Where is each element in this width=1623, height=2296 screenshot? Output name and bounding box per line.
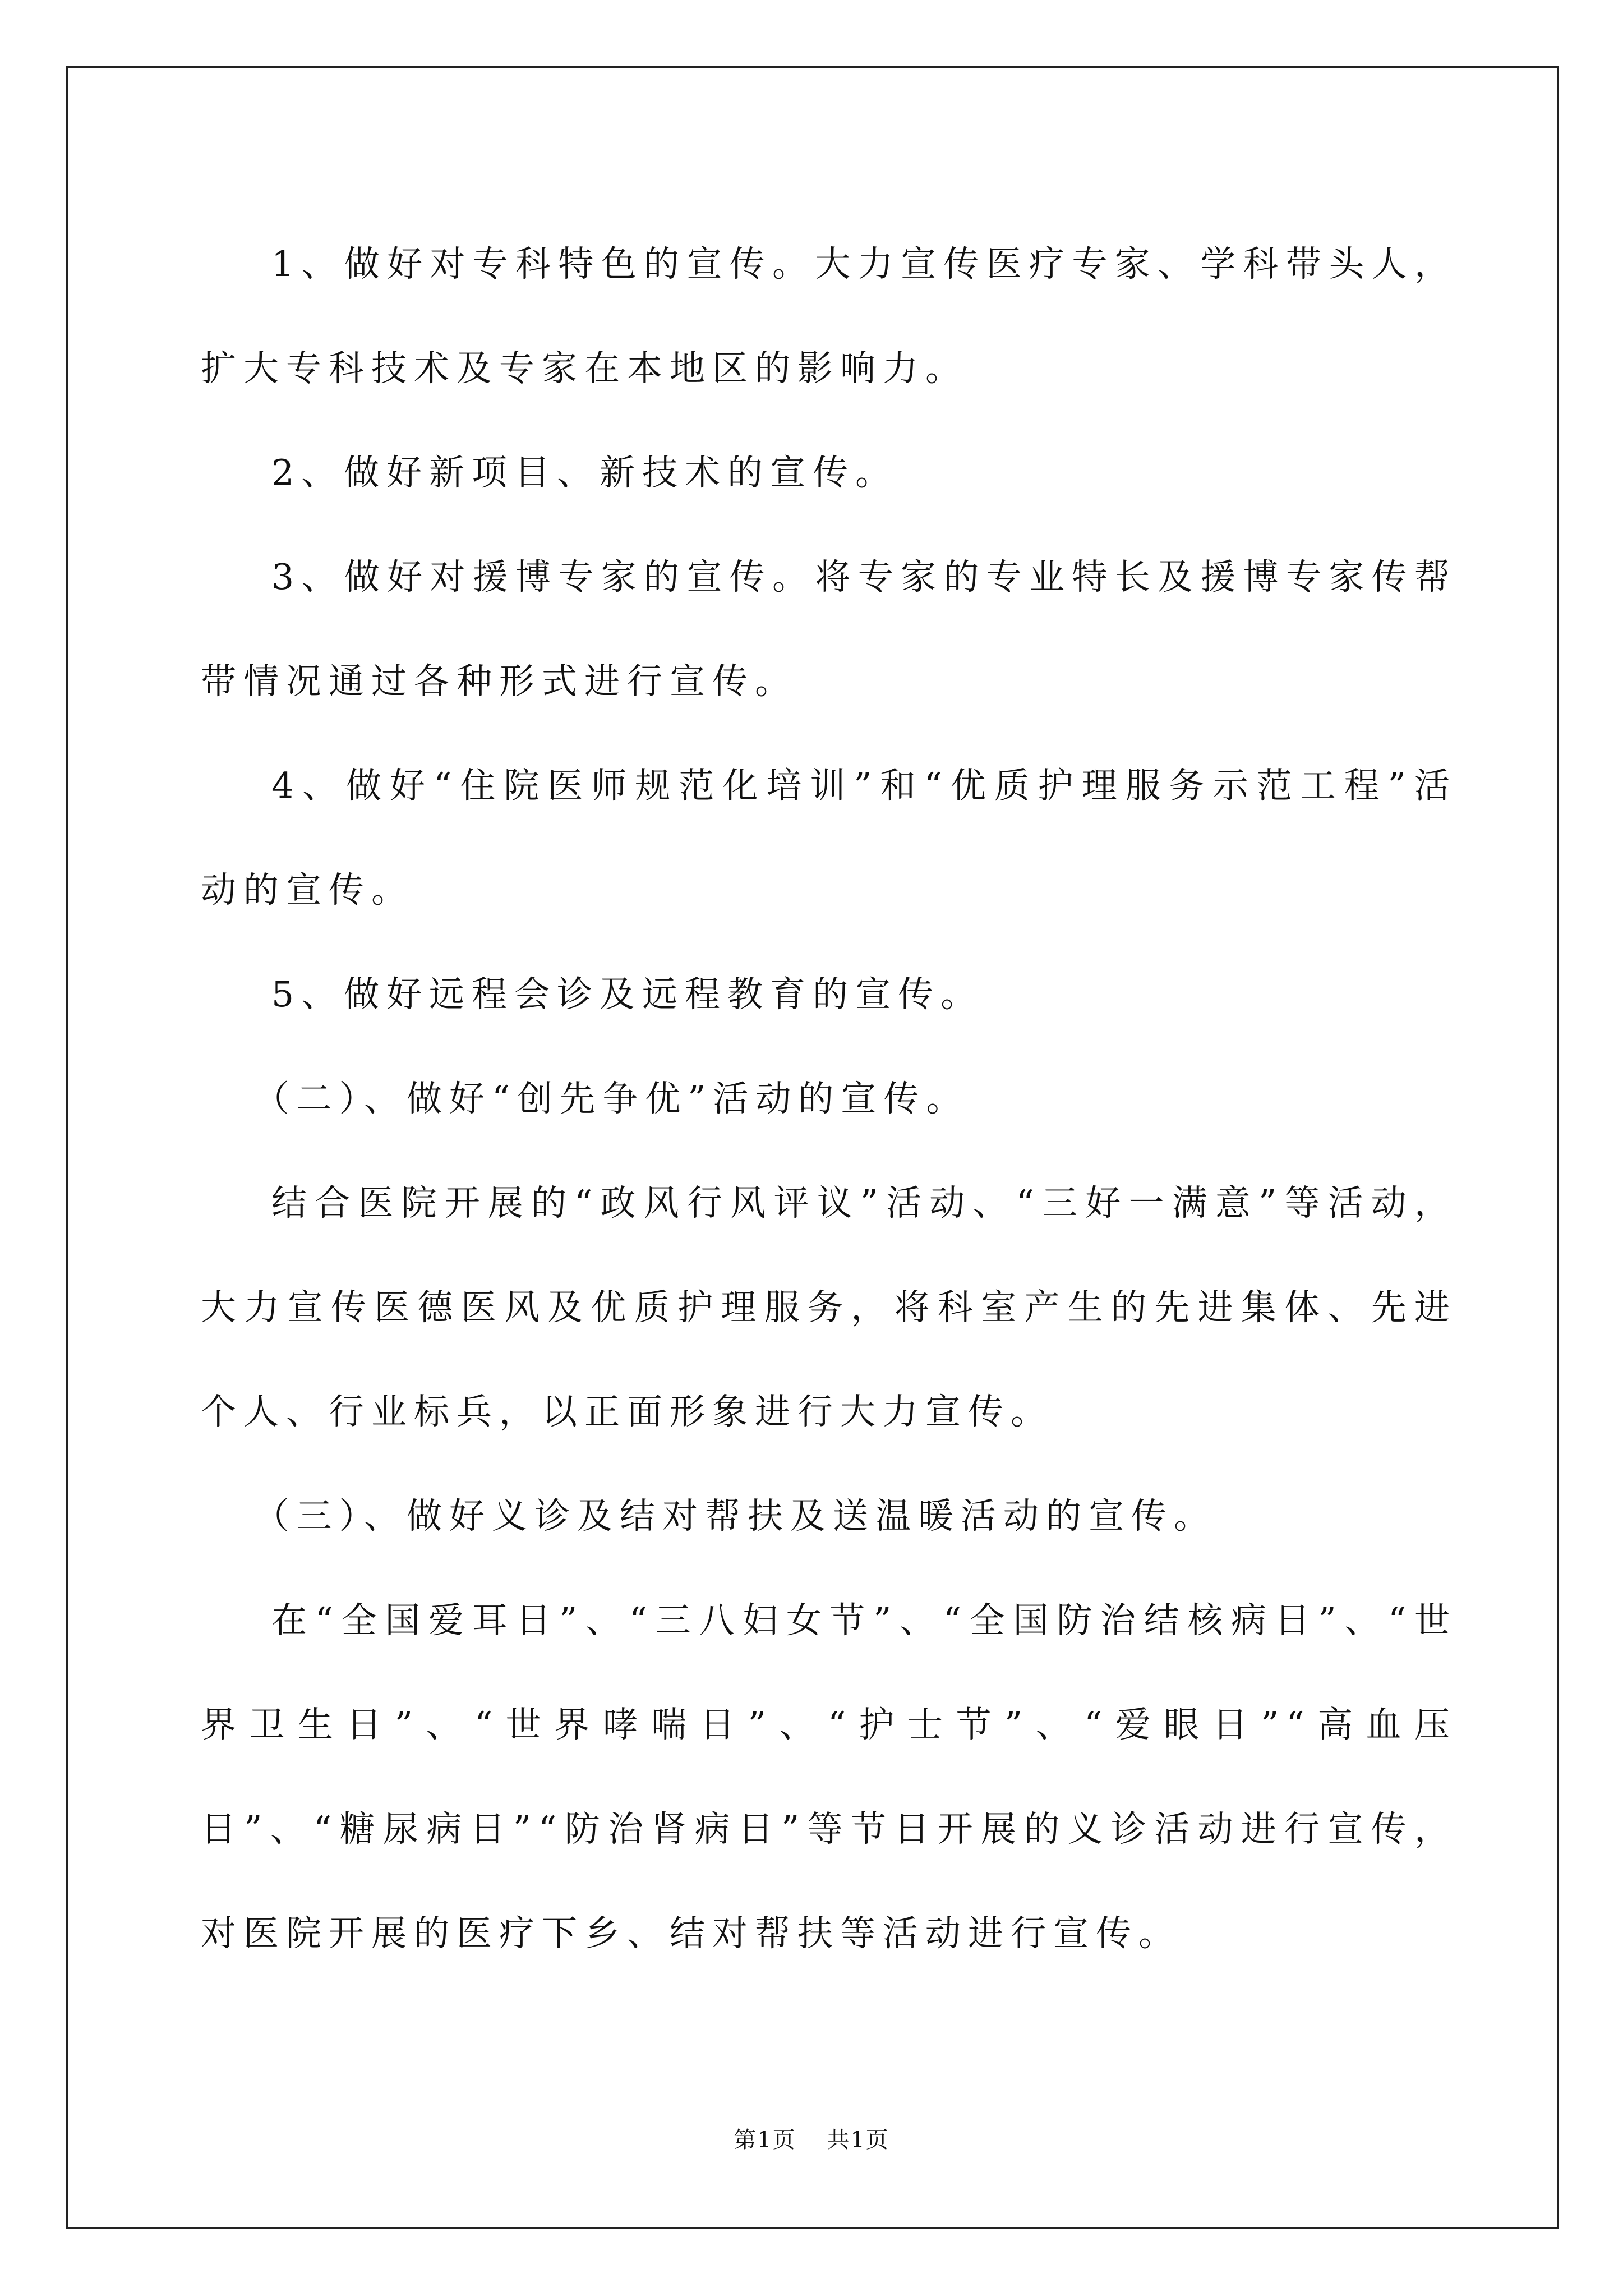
- page-footer: [0, 2122, 1623, 2154]
- paragraph-item-5: 5、做好远程会诊及远程教育的宣传。: [271, 974, 984, 1015]
- paragraph-section-2: 结合医院开展的“政风行风评议”活动、“三好一满意”等活动，大力宣传医德医风及优质护理服务，将科室产生的先进集体、先进个人、行业标兵，以正面形象进行大力宣传。: [201, 1182, 1457, 1432]
- paragraph-item-4: 4、做好“住院医师规范化培训”和“优质护理服务示范工程”活动的宣传。: [201, 765, 1457, 910]
- paragraph-item-1: 1、做好对专科特色的宣传。大力宣传医疗专家、学科带头人，扩大专科技术及专家在本地区的影响力。: [201, 243, 1457, 389]
- document-body: [201, 212, 1457, 1986]
- section-heading-3: （三）、做好义诊及结对帮扶及送温暖活动的宣传。: [253, 1496, 1216, 1536]
- paragraph-item-2: 2、做好新项目、新技术的宣传。: [271, 452, 898, 493]
- page-number: 第1页: [734, 2127, 796, 2153]
- page-total: 共1页: [827, 2127, 889, 2153]
- paragraph-item-3: 3、做好对援博专家的宣传。将专家的专业特长及援博专家传帮带情况通过各种形式进行宣传。: [201, 556, 1457, 702]
- section-heading-2: （二）、做好“创先争优”活动的宣传。: [253, 1078, 969, 1119]
- paragraph-section-3: 在“全国爱耳日”、“三八妇女节”、“全国防治结核病日”、“世界卫生日”、“世界哮喘日”、“护士节”、“爱眼日”“高血压日”、“糖尿病日”“防治肾病日”等节日开展的义诊活动进行宣传，对医院开展的医疗下乡、结对帮扶等活动进行宣传。: [201, 1600, 1457, 1954]
